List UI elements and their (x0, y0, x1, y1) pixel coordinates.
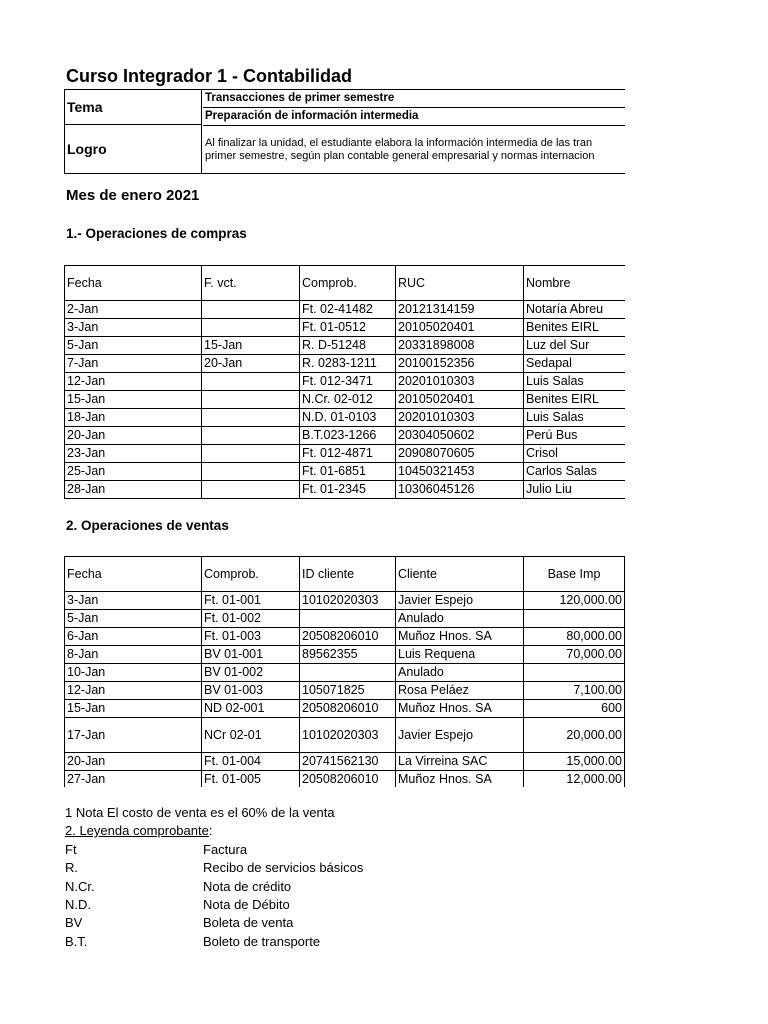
compras-cell: 10450321453 (396, 463, 524, 481)
compras-header-cell: F. vct. (202, 266, 300, 301)
ventas-cell: 80,000.00 (524, 628, 625, 646)
ventas-cell: 20-Jan (65, 753, 202, 771)
compras-cell: Ft. 012-4871 (300, 445, 396, 463)
ventas-cell: Luis Requena (396, 646, 524, 664)
logro-line-1: Al finalizar la unidad, el estudiante elabora la información intermedia de las tran (205, 137, 593, 149)
compras-table-row (65, 301, 626, 319)
ventas-cell: 105071825 (300, 682, 396, 700)
ventas-cell (524, 664, 625, 682)
compras-cell: Notaría Abreu (524, 301, 626, 319)
compras-cell: 20908070605 (396, 445, 524, 463)
ventas-cell: 20508206010 (300, 700, 396, 718)
compras-cell: Luis Salas (524, 409, 626, 427)
compras-table-row (65, 373, 626, 391)
ventas-header-row (65, 557, 625, 592)
compras-cell: Ft. 01-2345 (300, 481, 396, 499)
compras-cell: 20105020401 (396, 319, 524, 337)
compras-cell: Ft. 012-3471 (300, 373, 396, 391)
ventas-cell: 27-Jan (65, 771, 202, 788)
ventas-table-row (65, 771, 625, 788)
compras-cell: 20-Jan (65, 427, 202, 445)
ventas-cell: Muñoz Hnos. SA (396, 771, 524, 788)
ventas-cell: 70,000.00 (524, 646, 625, 664)
note-cost-of-sale: 1 Nota El costo de venta es el 60% de la venta (65, 805, 335, 820)
compras-cell: N.D. 01-0103 (300, 409, 396, 427)
legend-description: Boleto de transporte (203, 933, 321, 949)
compras-header-cell: Comprob. (300, 266, 396, 301)
compras-header-cell: Nombre (524, 266, 626, 301)
legend-abbreviation: N.Cr. (65, 878, 95, 894)
ventas-table-row (65, 682, 625, 700)
compras-cell: 20121314159 (396, 301, 524, 319)
ventas-cell: 8-Jan (65, 646, 202, 664)
compras-cell: 7-Jan (65, 355, 202, 373)
ventas-cell: 10-Jan (65, 664, 202, 682)
ventas-header-cell: Cliente (396, 557, 524, 592)
compras-cell: B.T.023-1266 (300, 427, 396, 445)
ventas-table-row (65, 592, 625, 610)
compras-cell: Julio Liu (524, 481, 626, 499)
compras-cell: 12-Jan (65, 373, 202, 391)
ventas-cell: BV 01-001 (202, 646, 300, 664)
ventas-cell: 10102020303 (300, 592, 396, 610)
note-legend-title (65, 823, 212, 838)
ventas-cell: 20508206010 (300, 771, 396, 788)
ventas-cell: ND 02-001 (202, 700, 300, 718)
compras-cell: R. 0283-1211 (300, 355, 396, 373)
compras-cell: Ft. 01-6851 (300, 463, 396, 481)
ventas-cell: Ft. 01-003 (202, 628, 300, 646)
compras-header-cell: RUC (396, 266, 524, 301)
ventas-cell: 120,000.00 (524, 592, 625, 610)
legend-title-colon: : (208, 823, 213, 838)
ventas-cell (300, 664, 396, 682)
ventas-cell: Ft. 01-005 (202, 771, 300, 788)
compras-cell: Carlos Salas (524, 463, 626, 481)
compras-cell: 20100152356 (396, 355, 524, 373)
compras-cell: Benites EIRL (524, 319, 626, 337)
ventas-cell: 5-Jan (65, 610, 202, 628)
ventas-header-cell: Base Imp (524, 557, 625, 592)
compras-heading: 1.- Operaciones de compras (66, 226, 247, 241)
ventas-cell: 15,000.00 (524, 753, 625, 771)
ventas-header-cell: ID cliente (300, 557, 396, 592)
compras-table-row (65, 445, 626, 463)
tema-line-2: Preparación de información intermedia (203, 108, 625, 126)
compras-table-viewport (63, 264, 625, 504)
compras-cell (202, 445, 300, 463)
ventas-table-viewport (63, 555, 625, 787)
compras-cell: Ft. 02-41482 (300, 301, 396, 319)
compras-table-row (65, 427, 626, 445)
ventas-cell: Anulado (396, 664, 524, 682)
compras-cell: 18-Jan (65, 409, 202, 427)
ventas-cell: Ft. 01-004 (202, 753, 300, 771)
ventas-cell: BV 01-002 (202, 664, 300, 682)
compras-cell (202, 427, 300, 445)
compras-cell (202, 373, 300, 391)
compras-cell: 2-Jan (65, 301, 202, 319)
compras-cell: Luz del Sur (524, 337, 626, 355)
compras-table-row (65, 463, 626, 481)
compras-header-row (65, 266, 626, 301)
ventas-table-row (65, 646, 625, 664)
course-info-box (64, 89, 625, 174)
legend-abbreviation: N.D. (65, 896, 91, 912)
compras-cell: Ft. 01-0512 (300, 319, 396, 337)
ventas-cell: 6-Jan (65, 628, 202, 646)
compras-cell: 28-Jan (65, 481, 202, 499)
tema-label: Tema (65, 90, 202, 125)
ventas-cell: Rosa Peláez (396, 682, 524, 700)
compras-cell: 10306045126 (396, 481, 524, 499)
ventas-cell: 20508206010 (300, 628, 396, 646)
ventas-cell: Javier Espejo (396, 718, 524, 753)
compras-cell (202, 301, 300, 319)
legend-abbreviation: Ft (65, 842, 77, 857)
ventas-cell (300, 610, 396, 628)
ventas-cell: Javier Espejo (396, 592, 524, 610)
legend-abbreviation: B.T. (65, 933, 88, 949)
compras-cell: 20-Jan (202, 355, 300, 373)
legend-description: Nota de crédito (203, 878, 292, 894)
tema-line-1: Transacciones de primer semestre (203, 90, 625, 108)
compras-cell: 15-Jan (202, 337, 300, 355)
ventas-table-row (65, 700, 625, 718)
compras-cell: Crisol (524, 445, 626, 463)
ventas-cell: BV 01-003 (202, 682, 300, 700)
ventas-cell: 89562355 (300, 646, 396, 664)
compras-cell: 20105020401 (396, 391, 524, 409)
legend-description: Factura (203, 842, 248, 857)
compras-cell: 20304050602 (396, 427, 524, 445)
legend-description: Nota de Débito (203, 896, 290, 912)
compras-cell: Luis Salas (524, 373, 626, 391)
month-heading: Mes de enero 2021 (66, 187, 200, 204)
compras-cell: 5-Jan (65, 337, 202, 355)
compras-cell: 20331898008 (396, 337, 524, 355)
legend-description: Boleta de venta (203, 915, 294, 931)
compras-cell: 23-Jan (65, 445, 202, 463)
ventas-header-cell: Comprob. (202, 557, 300, 592)
compras-cell: R. D-51248 (300, 337, 396, 355)
ventas-cell: Muñoz Hnos. SA (396, 700, 524, 718)
compras-table-row (65, 319, 626, 337)
legend-title-text: 2. Leyenda comprobante (65, 823, 209, 838)
compras-cell: N.Cr. 02-012 (300, 391, 396, 409)
compras-cell: 20201010303 (396, 409, 524, 427)
ventas-table-row (65, 718, 625, 753)
ventas-cell: La Virreina SAC (396, 753, 524, 771)
compras-cell: 25-Jan (65, 463, 202, 481)
ventas-cell: 20,000.00 (524, 718, 625, 753)
legend-abbreviation: BV (65, 915, 83, 931)
ventas-cell: 7,100.00 (524, 682, 625, 700)
compras-cell (202, 481, 300, 499)
compras-header-cell: Fecha (65, 266, 202, 301)
ventas-cell: Anulado (396, 610, 524, 628)
ventas-cell: 3-Jan (65, 592, 202, 610)
compras-cell: 20201010303 (396, 373, 524, 391)
compras-cell: 15-Jan (65, 391, 202, 409)
ventas-cell: NCr 02-01 (202, 718, 300, 753)
ventas-cell: Ft. 01-002 (202, 610, 300, 628)
ventas-cell: 15-Jan (65, 700, 202, 718)
ventas-cell: 17-Jan (65, 718, 202, 753)
ventas-cell: 10102020303 (300, 718, 396, 753)
ventas-cell (524, 610, 625, 628)
compras-table-row (65, 391, 626, 409)
compras-cell (202, 391, 300, 409)
ventas-heading: 2. Operaciones de ventas (66, 518, 229, 533)
legend-description: Recibo de servicios básicos (203, 860, 364, 876)
ventas-cell: 12,000.00 (524, 771, 625, 788)
compras-cell (202, 409, 300, 427)
ventas-cell: 12-Jan (65, 682, 202, 700)
compras-table-row (65, 481, 626, 499)
compras-table-row (65, 409, 626, 427)
compras-cell: Sedapal (524, 355, 626, 373)
page-title: Curso Integrador 1 - Contabilidad (66, 66, 353, 86)
compras-table-row (65, 337, 626, 355)
ventas-header-cell: Fecha (65, 557, 202, 592)
compras-table-row (65, 355, 626, 373)
legend-abbreviation: R. (65, 860, 78, 876)
compras-cell (202, 463, 300, 481)
ventas-table-row (65, 753, 625, 771)
compras-cell: 3-Jan (65, 319, 202, 337)
logro-label: Logro (65, 125, 202, 173)
ventas-table-row (65, 628, 625, 646)
compras-cell: Benites EIRL (524, 391, 626, 409)
logro-line-2: primer semestre, según plan contable general empresarial y normas internacion (205, 150, 595, 162)
compras-table (64, 265, 625, 499)
ventas-table-row (65, 610, 625, 628)
ventas-table-row (65, 664, 625, 682)
compras-cell: Perú Bus (524, 427, 626, 445)
ventas-cell: Muñoz Hnos. SA (396, 628, 524, 646)
ventas-cell: 600 (524, 700, 625, 718)
ventas-table (64, 556, 625, 787)
ventas-cell: 20741562130 (300, 753, 396, 771)
compras-cell (202, 319, 300, 337)
ventas-cell: Ft. 01-001 (202, 592, 300, 610)
